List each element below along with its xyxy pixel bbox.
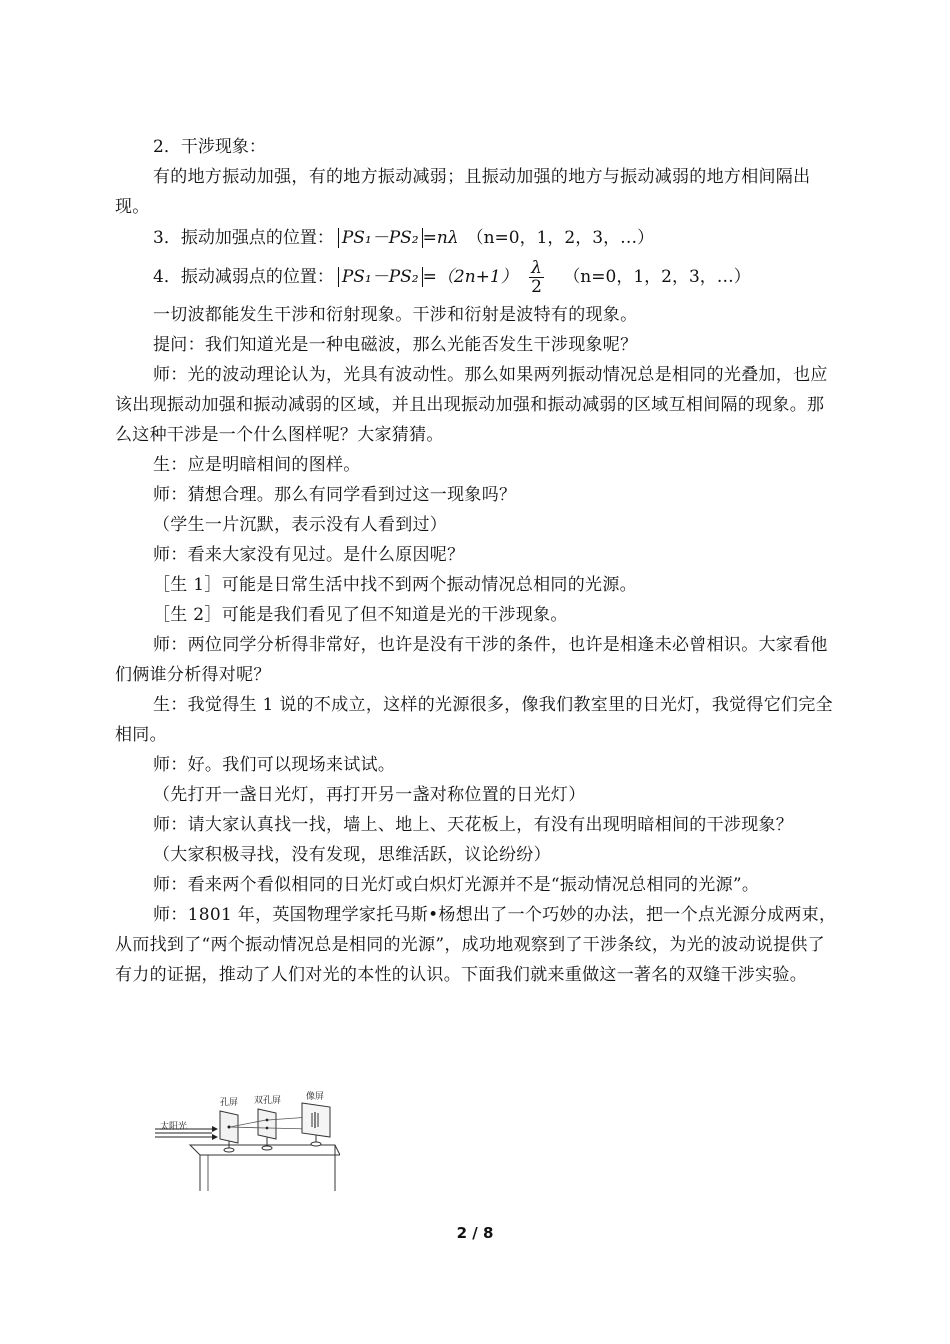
stand-base bbox=[311, 1142, 321, 1146]
paragraph: 师：好。我们可以现场来试试。 bbox=[153, 755, 396, 775]
page-number: 2 / 8 bbox=[456, 1224, 494, 1242]
paragraph: （学生一片沉默，表示没有人看到过） bbox=[153, 515, 448, 535]
paragraph: 师：光的波动理论认为，光具有波动性。那么如果两列振动情况总是相同的光叠加，也应该出现振动加强和振动减弱的区域，并且出现振动加强和振动减弱的区域互相间隔的现象。那么这种干涉是一个什么图样呢？大家猜猜。 bbox=[115, 365, 828, 445]
double-slit-screen bbox=[258, 1109, 276, 1139]
label-pinhole-screen: 孔屏 bbox=[220, 1098, 239, 1108]
paragraph: ［生 1］可能是日常生活中找不到两个振动情况总相同的光源。 bbox=[153, 575, 637, 595]
formula-expression bbox=[338, 259, 751, 296]
ray-arrow bbox=[212, 1134, 218, 1140]
formula-rhs: =nλ bbox=[422, 228, 459, 248]
paragraph: 生：我觉得生 1 说的不成立，这样的光源很多，像我们教室里的日光灯，我觉得它们完全相同。 bbox=[115, 695, 833, 745]
label-image-screen: 像屏 bbox=[306, 1092, 325, 1102]
fraction-denominator: 2 bbox=[531, 276, 542, 297]
paragraph: 一切波都能发生干涉和衍射现象。干涉和衍射是波特有的现象。 bbox=[153, 305, 638, 325]
abs-value: PS₁－PS₂ bbox=[338, 267, 423, 287]
image-screen bbox=[302, 1103, 330, 1137]
double-slit-diagram bbox=[150, 1093, 340, 1193]
document-body bbox=[115, 132, 837, 990]
paragraph: 师：看来两个看似相同的日光灯或白炽灯光源并不是“振动情况总相同的光源”。 bbox=[153, 875, 760, 895]
fraction bbox=[529, 259, 544, 296]
abs-value: PS₁－PS₂ bbox=[338, 228, 423, 248]
formula-constructive bbox=[115, 222, 837, 254]
label-sunlight: 太阳光 bbox=[160, 1122, 188, 1132]
paragraph: （先打开一盏日光灯，再打开另一盏对称位置的日光灯） bbox=[153, 785, 586, 805]
paragraph-interference: 有的地方振动加强，有的地方振动减弱；且振动加强的地方与振动减弱的地方相间隔出现。 bbox=[115, 167, 811, 217]
stand-base bbox=[262, 1146, 272, 1150]
paragraph: 提问：我们知道光是一种电磁波，那么光能否发生干涉现象呢？ bbox=[153, 335, 638, 355]
fraction-numerator: λ bbox=[531, 257, 542, 278]
formula-expression bbox=[338, 223, 654, 253]
paragraph: 生：应是明暗相间的图样。 bbox=[153, 455, 361, 475]
ray-arrow bbox=[212, 1126, 218, 1132]
formula-label: 3．振动加强点的位置： bbox=[153, 228, 334, 248]
stand-base bbox=[224, 1148, 234, 1152]
paragraph: 师：请大家认真找一找，墙上、地上、天花板上，有没有出现明暗相间的干涉现象？ bbox=[153, 815, 794, 835]
formula-rhs: =（2n+1） bbox=[422, 266, 518, 287]
formula-label: 4．振动减弱点的位置： bbox=[153, 267, 334, 287]
paragraph: 师：看来大家没有见过。是什么原因呢？ bbox=[153, 545, 465, 565]
paragraph: 师：两位同学分析得非常好，也许是没有干涉的条件，也许是相逢未必曾相识。大家看他们俩谁分析得对呢？ bbox=[115, 635, 828, 685]
paragraph: （大家积极寻找，没有发现，思维活跃，议论纷纷） bbox=[153, 845, 551, 865]
formula-condition: （n=0，1，2，3，…） bbox=[466, 228, 655, 248]
label-double-slit-screen: 双孔屏 bbox=[254, 1096, 282, 1106]
paragraph: 师：1801 年，英国物理学家托马斯•杨想出了一个巧妙的办法，把一个点光源分成两束，从而找到了“两个振动情况总是相同的光源”，成功地观察到了干涉条纹，为光的波动说提供了有力的证据，推动了人们对光的本性的认识。下面我们就来重做这一著名的双缝干涉实验。 bbox=[115, 905, 837, 985]
formula-condition: （n=0，1，2，3，…） bbox=[563, 266, 751, 287]
double-slit-figure bbox=[150, 1093, 340, 1193]
paragraph: 师：猜想合理。那么有同学看到过这一现象吗？ bbox=[153, 485, 517, 505]
formula-destructive bbox=[115, 254, 837, 300]
section-heading-interference: 2．干涉现象： bbox=[153, 137, 266, 157]
paragraph: ［生 2］可能是我们看见了但不知道是光的干涉现象。 bbox=[153, 605, 568, 625]
